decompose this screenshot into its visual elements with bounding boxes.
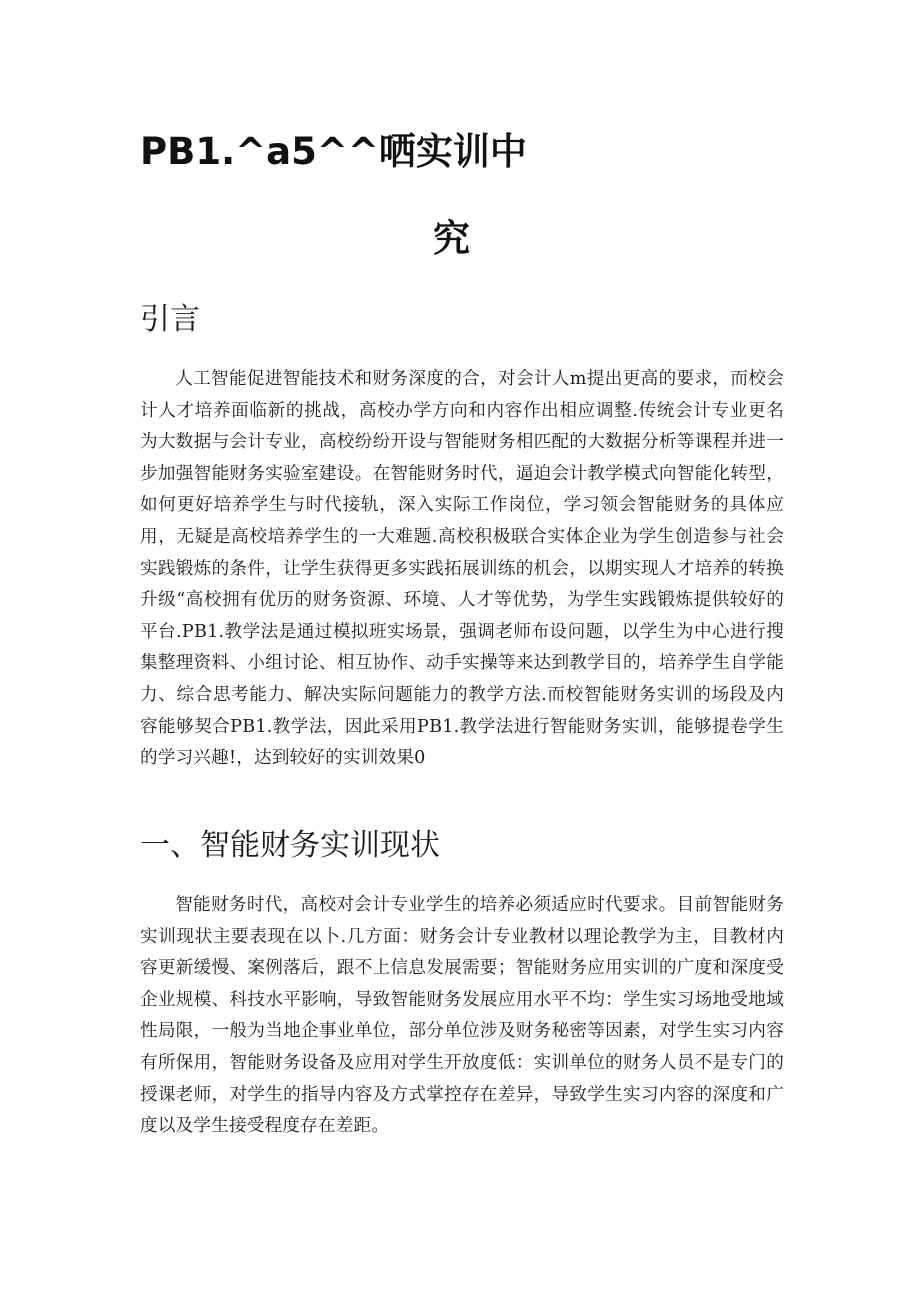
document-title-line2: 究 (433, 217, 470, 260)
section1-paragraph: 智能财务时代，高校对会计专业学生的培养必须适应时代要求。目前智能财务实训现状主要表现在以卜.几方面：财务会计专业教材以理论教学为主，目教材内容更新缓慢、案例落后，跟不上信息发展需要；智能财务应用实训的广度和深度受企业规模、科技水平影响，导致智能财务发展应用水平不均：学生实习场地受地域性局限，一般为当地企事业单位，部分单位涉及财务秘密等因素，对学生实习内容有所保用，智能财务设备及应用对学生开放度低：实训单位的财务人员不是专门的授课老师，对学生的指导内容及方式掌控存在差异，导致学生实习内容的深度和广度以及学生接受程度存在差距。 (140, 895, 784, 1137)
section1-heading: 一、智能财务实训现状 (140, 828, 440, 863)
intro-paragraph: 人工智能促进智能技术和财务深度的合，对会计人m提出更高的要求，而校会计人才培养面临新的挑战，高校办学方向和内容作出相应调整.传统会计专业更名为大数据与会计专业，高校纷纷开设与智能财务相匹配的大数据分析等课程并进一步加强智能财务实验室建设。在智能财务时代，逼迫会计教学模式向智能化转型，如何更好培养学生与时代接轨，深入实际工作岗位，学习领会智能财务的具体应用，无疑是高校培养学生的一大难题.高校积极联合实体企业为学生创造参与社会实践锻炼的条件，让学生获得更多实践拓展训练的机会，以期实现人才培养的转换升级“高校拥有优历的财务资源、环境、人才等优势，为学生实践锻炼提供较好的平台.PB1.教学法是通过模拟班实场景，强调老师布设问题，以学生为中心进行搜集整理资料、小组讨论、相互协作、动手实操等来达到教学目的，培养学生自学能力、综合思考能力、解决实际问题能力的教学方法.而校智能财务实训的场段及内容能够契合PB1.教学法，因此采用PB1.教学法进行智能财务实训，能够提卷学生的学习兴趣!，达到较好的实训效果0 (140, 369, 784, 769)
intro-heading: 引言 (140, 302, 200, 337)
document-title-line1: PB1.^a5^^哂实训中 (140, 130, 527, 173)
